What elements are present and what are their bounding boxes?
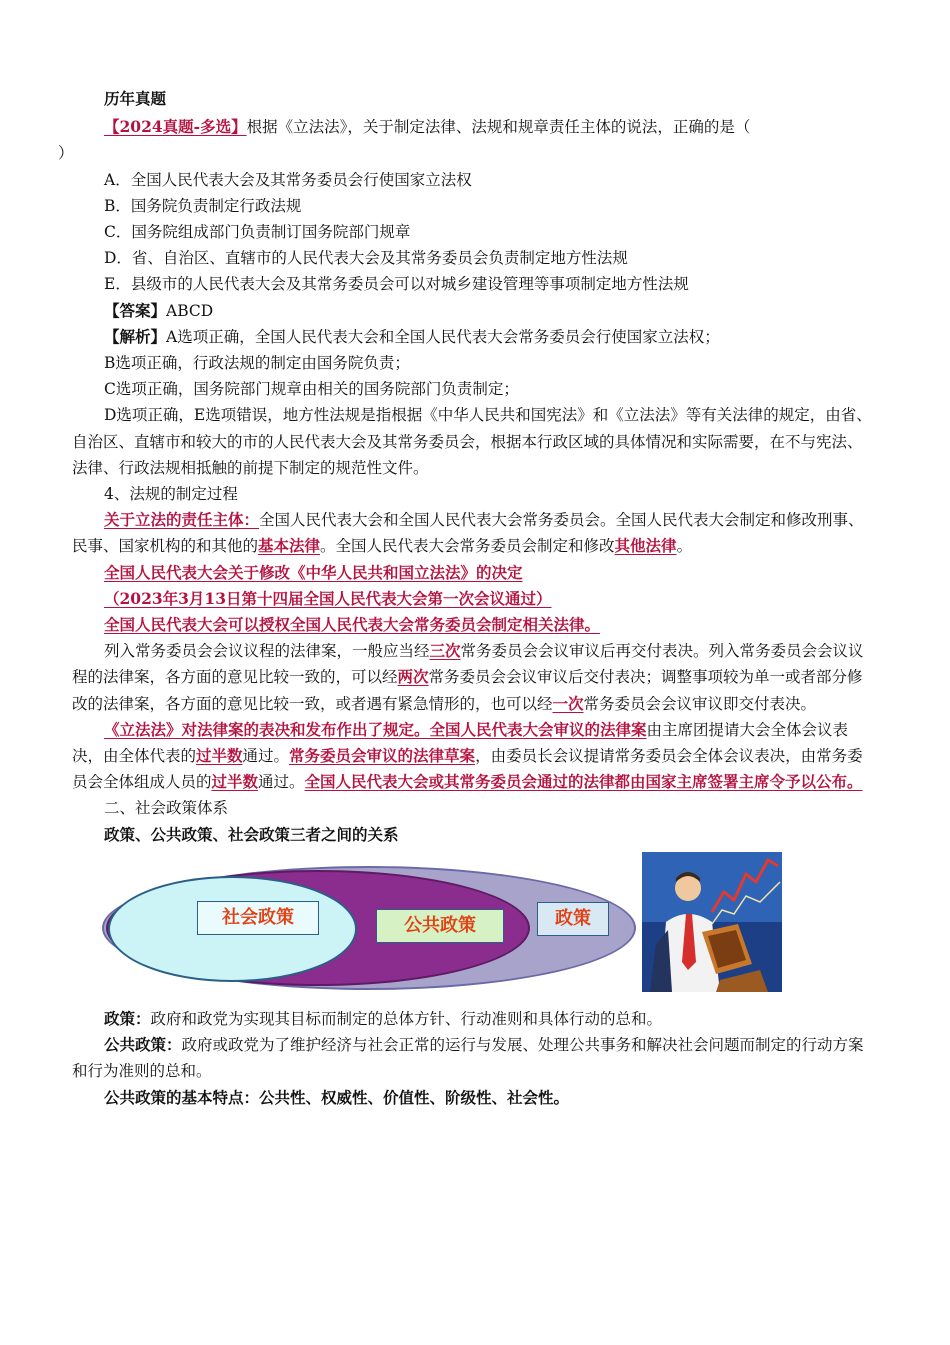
businessman-chart-illustration — [642, 852, 782, 992]
other-law: 其他法律 — [614, 536, 677, 556]
question-stem: 【2024真题-多选】根据《立法法》，关于制定法律、法规和规章责任主体的说法，正确的是（ ） — [58, 117, 751, 163]
policy-heading: 二、社会政策体系 — [104, 799, 229, 818]
question-tag: 【2024真题-多选】 — [104, 117, 247, 137]
analysis-a: 【解析】A选项正确，全国人民代表大会和全国人民代表大会常务委员会行使国家立法权； — [104, 326, 720, 346]
document-page — [58, 86, 872, 1111]
process-heading: 4、法规的制定过程 — [104, 485, 238, 504]
analysis-b: B选项正确，行政法规的制定由国务院负责； — [104, 354, 410, 373]
decision-date: （2023年3月13日第十四届全国人民代表大会第一次会议通过） — [104, 588, 552, 608]
policy-relation-diagram — [72, 854, 872, 1004]
option-c: C．国务院组成部门负责制订国务院部门规章 — [104, 223, 411, 242]
answer: 【答案】ABCD — [104, 300, 214, 320]
decision-title: 全国人民代表大会关于修改《中华人民共和国立法法》的决定 — [104, 562, 523, 582]
policy-label: 政策 — [537, 902, 609, 936]
question-stem-end: ） — [58, 144, 74, 163]
illustration-image — [642, 852, 782, 992]
definition-public-policy: 公共政策：政府或政党为了维护经济与社会正常的运行与发展、处理公共事务和解决社会问题而制定的行动方案和行为准则的总和。 — [72, 1035, 864, 1081]
definition-policy: 政策：政府和政党为实现其目标而制定的总体方针、行动准则和具体行动的总和。 — [104, 1008, 663, 1028]
review-rules: 列入常务委员会会议议程的法律案，一般应当经三次常务委员会会议审议后再交付表决。列入常务委员会会议议程的法律案，各方面的意见比较一致的，可以经两次常务委员会会议审议后交付表决；调整事项较为单一或者部分修改的法律案，各方面的意见比较一致，或者遇有紧急情形的，也可以经一次常务委员会会议审议即交付表决。 — [72, 641, 864, 713]
answer-value: ABCD — [166, 301, 214, 320]
basic-law: 基本法律 — [258, 536, 321, 556]
decision-text: 全国人民代表大会可以授权全国人民代表大会常务委员会制定相关法律。 — [104, 615, 601, 635]
social-policy-label: 社会政策 — [197, 901, 319, 935]
public-policy-features: 公共政策的基本特点：公共性、权威性、价值性、阶级性、社会性。 — [104, 1087, 570, 1107]
option-b: B．国务院负责制定行政法规 — [104, 196, 302, 215]
relation-title: 政策、公共政策、社会政策三者之间的关系 — [104, 824, 399, 844]
option-e: E．县级市的人民代表大会及其常务委员会可以对城乡建设管理等事项制定地方性法规 — [104, 275, 689, 294]
analysis-c: C选项正确，国务院部门规章由相关的国务院部门负责制定； — [104, 380, 519, 399]
option-d: D．省、自治区、直辖市的人民代表大会及其常务委员会负责制定地方性法规 — [104, 249, 628, 268]
public-policy-label: 公共政策 — [376, 909, 504, 943]
section-title: 历年真题 — [104, 89, 167, 108]
analysis-d: D选项正确，E选项错误，地方性法规是指根据《中华人民共和国宪法》和《立法法》等有关法律的规定，由省、自治区、直辖市和较大的市的人民代表大会及其常务委员会，根据本行政区域的具体情况和实际需要，在不与宪法、法律、行政法规相抵触的前提下制定的规范性文件。 — [72, 406, 872, 477]
option-a: A．全国人民代表大会及其常务委员会行使国家立法权 — [104, 170, 472, 189]
vote-rules: 《立法法》对法律案的表决和发布作出了规定。全国人民代表大会审议的法律案由主席团提请大会全体会议表决，由全体代表的过半数通过。常务委员会审议的法律草案，由委员长会议提请常务委员会全体会议表决，由常务委员会全体组成人员的过半数通过。全国人民代表大会或其常务委员会通过的法律都由国家主席签署主席令予以公布。 — [72, 719, 863, 792]
legislative-subject: 关于立法的责任主体：全国人民代表大会和全国人民代表大会常务委员会。全国人民代表大会制定和修改刑事、民事、国家机构的和其他的基本法律。全国人民代表大会常务委员会制定和修改其他法律。 — [72, 510, 864, 556]
